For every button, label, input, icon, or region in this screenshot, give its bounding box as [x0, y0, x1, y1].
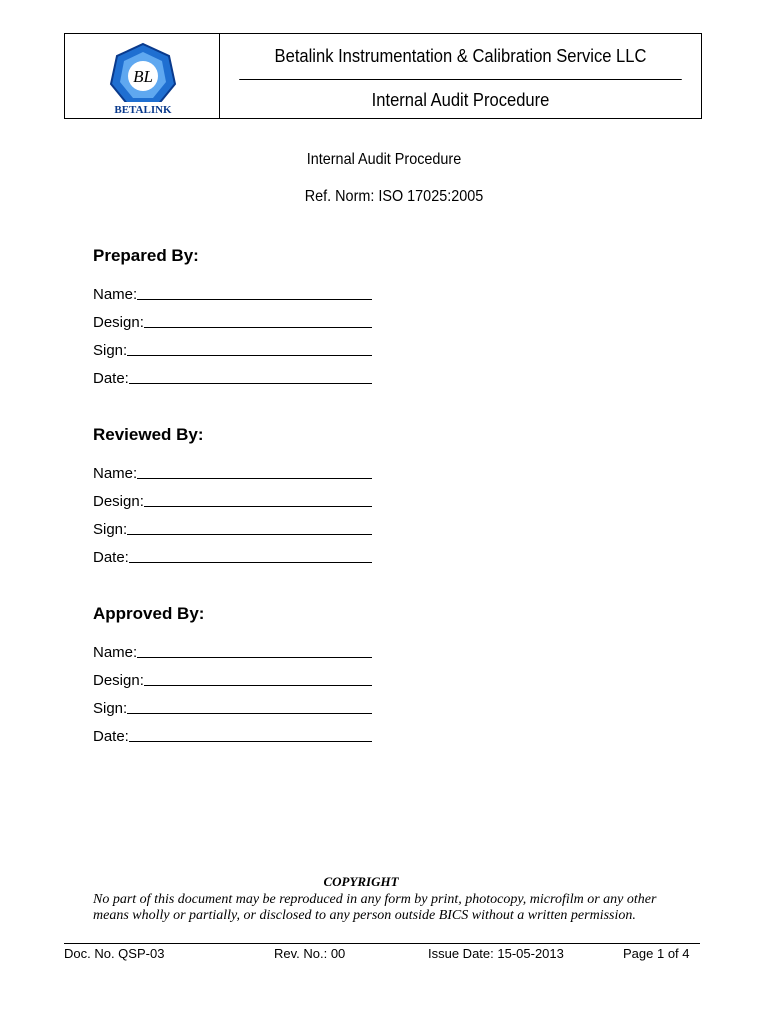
- footer-divider: [64, 943, 700, 944]
- footer-issue-date: Issue Date: 15-05-2013: [428, 946, 564, 961]
- field-label: Date:: [93, 370, 129, 387]
- field-line: [129, 383, 372, 384]
- field-line: [144, 327, 372, 328]
- field-label: Sign:: [93, 700, 128, 717]
- field-line: [137, 299, 372, 300]
- field-label: Design:: [93, 493, 144, 510]
- field-line: [127, 713, 372, 714]
- field-label: Design:: [93, 672, 144, 689]
- svg-text:BETALINK: BETALINK: [114, 104, 172, 116]
- reviewed-name-field[interactable]: [93, 462, 372, 482]
- reference-norm: Ref. Norm: ISO 17025:2005: [304, 188, 484, 205]
- approved-by-title: Approved By:: [93, 604, 205, 623]
- footer-revision: Rev. No.: 00: [274, 946, 346, 961]
- field-label: Name:: [93, 644, 138, 661]
- field-label: Name:: [93, 286, 138, 303]
- field-label: Name:: [93, 465, 138, 482]
- copyright-notice: No part of this document may be reproduced in any form by print, photocopy, microfilm or any other means wholly or partially, or disclosed to any person outside BICS without a written permission.: [93, 892, 657, 923]
- field-line: [144, 506, 372, 507]
- prepared-sign-field[interactable]: [93, 339, 372, 359]
- document-header-table: [64, 33, 702, 119]
- field-line: [127, 355, 372, 356]
- prepared-by-title: Prepared By:: [93, 246, 199, 265]
- footer-doc-number: Doc. No. QSP-03: [64, 946, 165, 961]
- field-line: [137, 478, 372, 479]
- footer-page-number: Page 1 of 4: [623, 946, 690, 961]
- reviewed-design-field[interactable]: [93, 490, 372, 510]
- header-document-title: Internal Audit Procedure: [371, 89, 550, 110]
- reviewed-by-title: Reviewed By:: [93, 425, 204, 444]
- field-label: Date:: [93, 549, 129, 566]
- reviewed-sign-field[interactable]: [93, 518, 372, 538]
- approved-name-field[interactable]: [93, 641, 372, 661]
- approved-sign-field[interactable]: [93, 697, 372, 717]
- field-label: Design:: [93, 314, 144, 331]
- field-label: Sign:: [93, 342, 128, 359]
- betalink-logo: [105, 40, 181, 116]
- field-line: [127, 534, 372, 535]
- approved-design-field[interactable]: [93, 669, 372, 689]
- svg-text:BL: BL: [133, 67, 153, 86]
- approved-date-field[interactable]: [93, 725, 372, 745]
- field-line: [144, 685, 372, 686]
- field-label: Sign:: [93, 521, 128, 538]
- prepared-date-field[interactable]: [93, 367, 372, 387]
- field-label: Date:: [93, 728, 129, 745]
- company-name: Betalink Instrumentation & Calibration Service LLC: [239, 34, 682, 80]
- field-line: [129, 741, 372, 742]
- reviewed-date-field[interactable]: [93, 546, 372, 566]
- copyright-title: COPYRIGHT: [323, 874, 399, 889]
- prepared-name-field[interactable]: [93, 283, 372, 303]
- prepared-design-field[interactable]: [93, 311, 372, 331]
- field-line: [137, 657, 372, 658]
- document-heading: Internal Audit Procedure: [306, 151, 462, 168]
- logo-cell: [65, 34, 220, 118]
- field-line: [129, 562, 372, 563]
